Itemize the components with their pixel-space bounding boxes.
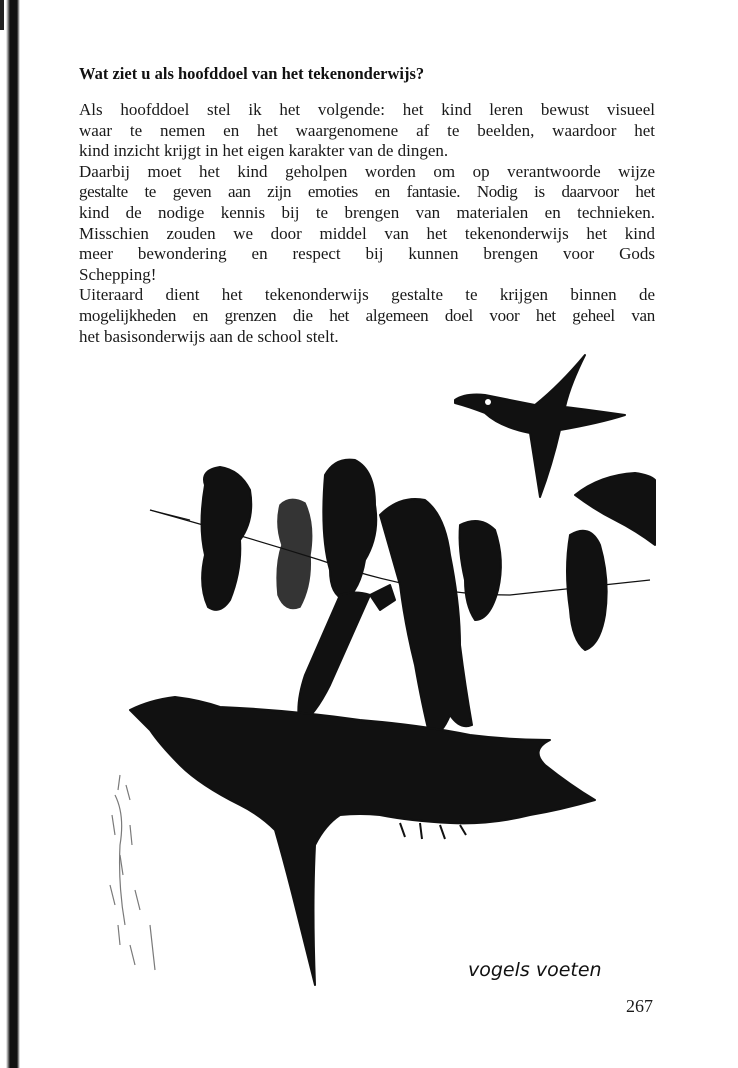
drawing-caption-handwritten bbox=[468, 952, 668, 986]
text-line: Daarbij moet het kind geholpen worden om op verantwoorde wijze bbox=[79, 161, 655, 181]
text-line: gestalte te geven aan zijn emoties en fantasie. Nodig is daarvoor het bbox=[79, 182, 655, 202]
child-crayon-drawing-birds-icon bbox=[90, 345, 660, 995]
page-number: 267 bbox=[626, 996, 653, 1016]
text-line: meer bewondering en respect bij kunnen brengen voor Gods bbox=[79, 244, 655, 264]
text-line: kind de nodige kennis bij te brengen van materialen en technieken. bbox=[79, 202, 655, 222]
page-spine-shadow bbox=[0, 0, 20, 1068]
text-line: mogelijkheden en grenzen die het algemeen doel voor het geheel van bbox=[79, 305, 655, 325]
text-line: kind inzicht krijgt in het eigen karakter van de dingen. bbox=[79, 141, 449, 161]
text-line: het basisonderwijs aan de school stelt. bbox=[79, 326, 339, 346]
text-line: Uiteraard dient het tekenonderwijs gestalte te krijgen binnen de bbox=[79, 285, 655, 305]
text-line: waar te nemen en het waargenomene af te beelden, waardoor het bbox=[79, 120, 655, 140]
text-line: Als hoofddoel stel ik het volgende: het kind leren bewust visueel bbox=[79, 100, 655, 119]
page-edge bbox=[0, 0, 4, 30]
text-line: Schepping! bbox=[79, 264, 157, 284]
caption-text: vogels voeten bbox=[468, 959, 602, 981]
body-paragraph bbox=[79, 100, 655, 347]
section-heading: Wat ziet u als hoofddoel van het tekenonderwijs? bbox=[79, 64, 425, 83]
text-line: Misschien zouden we door middel van het tekenonderwijs het kind bbox=[79, 223, 655, 243]
